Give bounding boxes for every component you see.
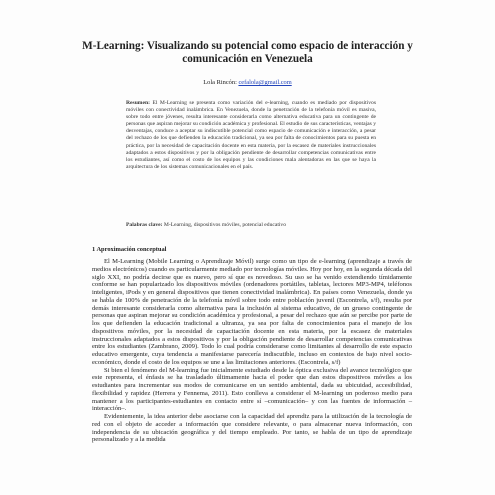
author-email-link[interactable]: cefalola@gmail.com	[238, 79, 292, 86]
section-heading: 1 Aproximación conceptual	[92, 246, 167, 253]
keywords	[126, 222, 376, 229]
author-name: Lola Rincón	[203, 79, 236, 86]
abstract-label: Resumen:	[126, 100, 150, 106]
body-paragraph: Evidentemente, la idea anterior debe asociarse con la capacidad del aprendiz para la utilización de la tecnología de red con el objeto de acceder a información que considere relevante, o para almacenar nueva información, con independencia de su ubicación geográfica y del tiempo empleado. Por tanto, se habla de un tipo de aprendizaje personalizado y a la medida	[92, 413, 412, 444]
abstract-text: El M-Learning se presenta como variación del e-learning, cuando es mediado por dispositivos móviles con conectividad inalámbrica. En Venezuela, donde la penetración de la telefonía móvil es masiva, sobre todo entre jóvenes, resulta interesante considerarla como alternativa educativa para un contingente de personas que aspiran mejorar su condición académica y profesional. El estudio de sus características, ventajas y desventajas, conduce a aceptar su indiscutible potencial como espacio de comunicación e interacción, a pesar del rechazo de los que defienden la educación tradicional, ya sea por falta de conocimientos para su puesta en práctica, por la necesidad de capacitación docente en esta materia, por la escasez de materiales instruccionales adaptados a estos dispositivos y por la obligación pendiente de desarrollar competencias comunicativas entre los estudiantes, así como el costo de los equipos y las condiciones mala alentadoras en las que se haya la arquitectura de los sistemas comunicacionales en el país.	[126, 100, 376, 170]
section-body	[92, 258, 412, 444]
author-line: Lola Rincón: cefalola@gmail.com	[203, 79, 292, 86]
abstract	[126, 100, 376, 171]
body-paragraph: Si bien el fenómeno del M-learning fue inicialmente estudiado desde la óptica exclusiva del avance tecnológico que este representa, el énfasis se ha trasladado últimamente hacia el poder que dan estos dispositivos móviles a los estudiantes para incrementar sus modos de comunicarse en un sentido ambiental, dada su ubicuidad, accesibilidad, flexibilidad y rapidez (Herrera y Fennema, 2011). Esto conlleva a considerar el M-learning un poderoso medio para mantener a los participantes-estudiantes en contacto entre sí –comunicación– y con las fuentes de información –interacción–.	[92, 366, 412, 413]
body-paragraph: El M-Learning (Mobile Learning o Aprendizaje Móvil) surge como un tipo de e-learning (aprendizaje a través de medios electrónicos) cuando es particularmente mediado por tecnologías móviles. Hoy por hoy, en la segunda década del siglo XXI, no podría decirse que es nuevo, pero sí que es novedoso. Su uso se ha venido extendiendo tímidamente conforme se han popularizado los dispositivos móviles (ordenadores portátiles, tabletas, lectores MP3-MP4, teléfonos inteligentes, iPods y en general dispositivos que tienen conectividad inalámbrica). En países como Venezuela, donde ya se habla de 100% de penetración de la telefonía móvil sobre todo entre población juvenil (Escontrela, s/f), resulta por demás interesante considerarla como alternativa para la inclusión al sistema educativo, de un grueso contingente de personas que aspiran mejorar su condición académica y profesional, a pesar del rechazo que aún se percibe por parte de los que defienden la educación tradicional a ultranza, ya sea por falta de conocimientos para el manejo de los dispositivos móviles, por la necesidad de capacitación docente en esta materia, por la escasez de materiales instruccionales adaptados a estos dispositivos y por la obligación pendiente de desarrollar competencias comunicativas entre los estudiantes (Zambrano, 2009). Todo lo cual podría considerarse como limitantes al desarrollo de este espacio educativo emergente, cuya tendencia a manifestarse parecería indiscutible, incluso en contextos de bajo nivel socio-económico, donde el costo de los equipos se une a las limitaciones anteriores. (Escontrela, s/f)	[92, 258, 412, 366]
keywords-label: Palabras clave:	[126, 222, 163, 228]
paper-title: M-Learning: Visualizando su potencial como espacio de interacción y comunicación en Venezuela	[82, 40, 413, 65]
keywords-text: M-Learning, dispositivos móviles, potencial educativo	[163, 222, 287, 228]
